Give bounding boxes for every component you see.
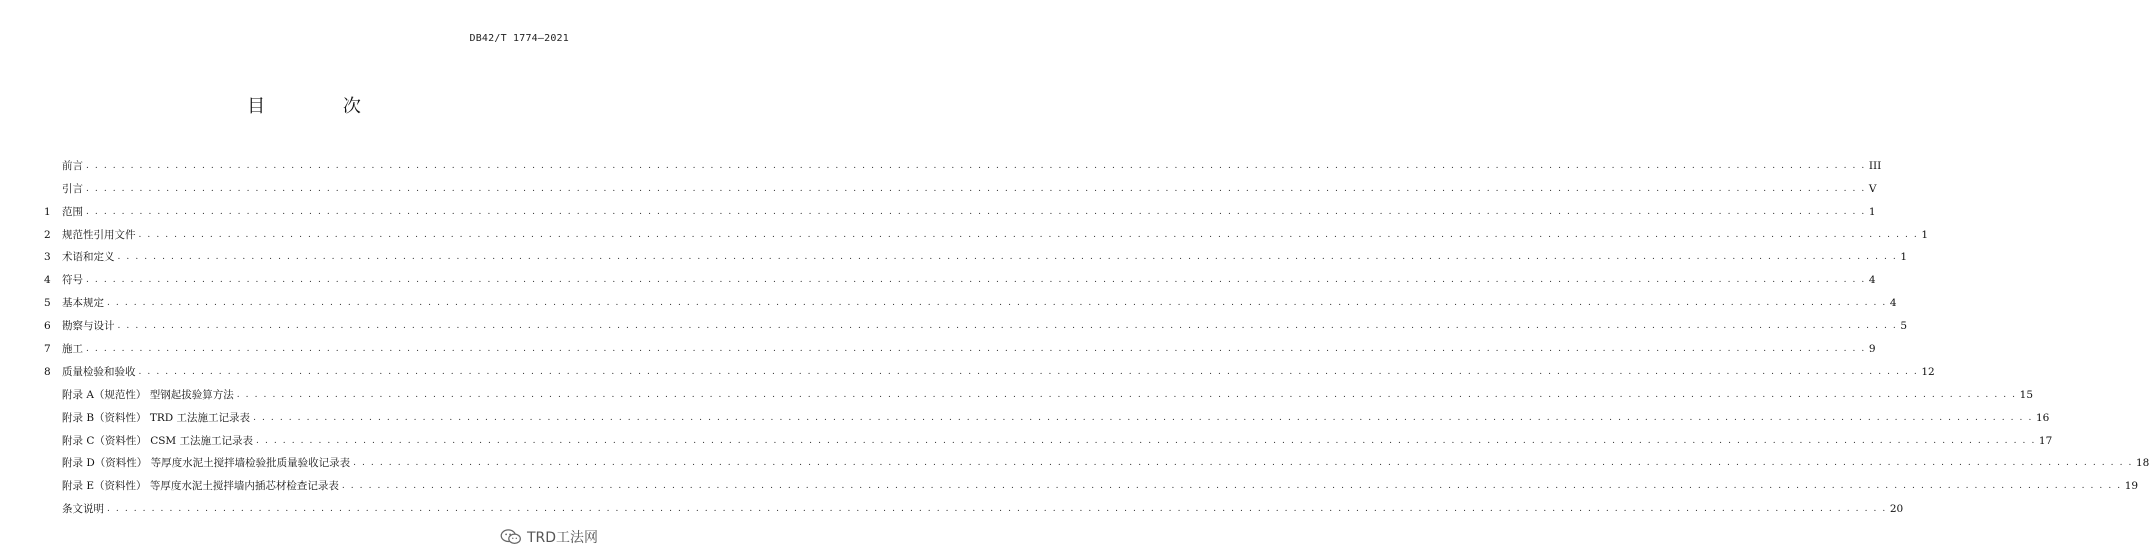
toc-entry[interactable] — [44, 493, 1904, 516]
toc-entry[interactable] — [44, 264, 1876, 287]
toc-entry-page: V — [1868, 182, 1877, 195]
toc-entry-title: 基本规定 — [62, 297, 104, 310]
toc-entry-page: 17 — [2038, 434, 2053, 447]
toc-entry[interactable] — [44, 310, 1908, 333]
toc-entry-page: III — [1868, 159, 1882, 172]
toc-entry-page: 5 — [1900, 320, 1908, 333]
toc-entry-page: 1 — [1900, 251, 1908, 264]
toc-entry-title: 施工 — [62, 343, 83, 356]
toc-entry[interactable] — [44, 219, 1929, 242]
toc-entry-title: 范围 — [62, 205, 83, 218]
toc-entry[interactable] — [44, 173, 1877, 196]
toc-entry-number: 4 — [44, 274, 51, 287]
toc-leader-dots: . . . . . . . . . . . . . . . . . . . . . . . . . . . . . . . . . . . . . . . . . . . . . . . . . . . . . . . . . . . . . . . . . . . . . . . . . . . . . . . . . . . . . . . . . . . . . . . . . . . . . . . . . . . . . . . . . . . . . . . . . . . . . . . . . . . . . . . . . . . . . . . . . . . . . . . . . . . . . . . . . . . . . . . . . . . . . . . . . . . . . . . . . . . . . . . . . . . . . . . . — [107, 504, 1887, 515]
toc-entry-number: 3 — [44, 251, 51, 264]
toc-entry[interactable] — [44, 196, 1876, 219]
toc-entry-title: 条文说明 — [62, 503, 104, 516]
toc-entry-title: 附录 C（资料性） CSM 工法施工记录表 — [62, 434, 254, 447]
toc-leader-dots: . . . . . . . . . . . . . . . . . . . . . . . . . . . . . . . . . . . . . . . . . . . . . . . . . . . . . . . . . . . . . . . . . . . . . . . . . . . . . . . . . . . . . . . . . . . . . . . . . . . . . . . . . . . . . . . . . . . . . . . . . . . . . . . . . . . . . . . . . . . . . . . . . . . . . . . . . . . . . . . . . . . . . . . . . . . . . . . . . . . . . . . . . . . . . . . . . . . . . . . . — [86, 344, 1866, 355]
toc-entry[interactable] — [44, 425, 2053, 448]
toc-entry-page: 9 — [1868, 343, 1876, 356]
toc-entry-number: 2 — [44, 228, 51, 241]
toc-leader-dots: . . . . . . . . . . . . . . . . . . . . . . . . . . . . . . . . . . . . . . . . . . . . . . . . . . . . . . . . . . . . . . . . . . . . . . . . . . . . . . . . . . . . . . . . . . . . . . . . . . . . . . . . . . . . . . . . . . . . . . . . . . . . . . . . . . . . . . . . . . . . . . . . . . . . . . . . . . . . . . . . . . . . . . . . . . . . . . . . . . . . . . . . . . . . . . . . . . . . . . . . — [86, 206, 1866, 217]
toc-entry[interactable] — [44, 402, 2050, 425]
toc-leader-dots: . . . . . . . . . . . . . . . . . . . . . . . . . . . . . . . . . . . . . . . . . . . . . . . . . . . . . . . . . . . . . . . . . . . . . . . . . . . . . . . . . . . . . . . . . . . . . . . . . . . . . . . . . . . . . . . . . . . . . . . . . . . . . . . . . . . . . . . . . . . . . . . . . . . . . . . . . . . . . . . . . . . . . . . . . . . . . . . . . . . . . . . . . . . . . . . . . . . . . . . . — [138, 366, 1919, 377]
toc-leader-dots: . . . . . . . . . . . . . . . . . . . . . . . . . . . . . . . . . . . . . . . . . . . . . . . . . . . . . . . . . . . . . . . . . . . . . . . . . . . . . . . . . . . . . . . . . . . . . . . . . . . . . . . . . . . . . . . . . . . . . . . . . . . . . . . . . . . . . . . . . . . . . . . . . . . . . . . . . . . . . . . . . . . . . . . . . . . . . . . . . . . . . . . . . . . . . . . . . . . . . . . . — [86, 275, 1866, 286]
toc-leader-dots: . . . . . . . . . . . . . . . . . . . . . . . . . . . . . . . . . . . . . . . . . . . . . . . . . . . . . . . . . . . . . . . . . . . . . . . . . . . . . . . . . . . . . . . . . . . . . . . . . . . . . . . . . . . . . . . . . . . . . . . . . . . . . . . . . . . . . . . . . . . . . . . . . . . . . . . . . . . . . . . . . . . . . . . . . . . . . . . . . . . . . . . . . . . . . . . . . . . . . . . . — [353, 458, 2133, 469]
toc-entry-page: 19 — [2124, 480, 2139, 493]
toc-entry-title: 附录 E（资料性） 等厚度水泥土搅拌墙内插芯材检查记录表 — [62, 480, 339, 493]
toc-entry-page: 12 — [1921, 365, 1935, 378]
toc-entry[interactable] — [44, 150, 1882, 173]
toc-entry-number: 1 — [44, 205, 51, 218]
toc-entry-number: 8 — [44, 365, 51, 378]
watermark — [500, 527, 598, 547]
toc-entry-title: 术语和定义 — [62, 251, 115, 264]
toc-entry[interactable] — [44, 470, 2139, 493]
toc-entry[interactable] — [44, 448, 2149, 471]
toc-entry-title: 质量检验和验收 — [62, 365, 136, 378]
toc-entry[interactable] — [44, 242, 1908, 265]
toc-leader-dots: . . . . . . . . . . . . . . . . . . . . . . . . . . . . . . . . . . . . . . . . . . . . . . . . . . . . . . . . . . . . . . . . . . . . . . . . . . . . . . . . . . . . . . . . . . . . . . . . . . . . . . . . . . . . . . . . . . . . . . . . . . . . . . . . . . . . . . . . . . . . . . . . . . . . . . . . . . . . . . . . . . . . . . . . . . . . . . . . . . . . . . . . . . . . . . . . . . . . . . . . — [86, 183, 1866, 194]
toc-entry[interactable] — [44, 379, 2034, 402]
toc-entry-page: 1 — [1921, 228, 1929, 241]
toc-entry-number: 6 — [44, 320, 51, 333]
toc-entry-title: 引言 — [62, 182, 83, 195]
wechat-icon — [500, 529, 522, 545]
toc-entry[interactable] — [44, 356, 1935, 379]
toc-entry-title: 符号 — [62, 274, 83, 287]
toc-entry-title: 附录 B（资料性） TRD 工法施工记录表 — [62, 411, 251, 424]
toc-entry-page: 16 — [2035, 411, 2050, 424]
toc-leader-dots: . . . . . . . . . . . . . . . . . . . . . . . . . . . . . . . . . . . . . . . . . . . . . . . . . . . . . . . . . . . . . . . . . . . . . . . . . . . . . . . . . . . . . . . . . . . . . . . . . . . . . . . . . . . . . . . . . . . . . . . . . . . . . . . . . . . . . . . . . . . . . . . . . . . . . . . . . . . . . . . . . . . . . . . . . . . . . . . . . . . . . . . . . . . . . . . . . . . . . . . . — [341, 481, 2122, 492]
toc-entry-title: 附录 D（资料性） 等厚度水泥土搅拌墙检验批质量验收记录表 — [62, 457, 351, 470]
toc-entry-number: 5 — [44, 297, 51, 310]
toc-entry-title: 勘察与设计 — [62, 320, 115, 333]
toc-entry-page: 4 — [1868, 274, 1876, 287]
toc-entry[interactable] — [44, 287, 1897, 310]
toc-leader-dots: . . . . . . . . . . . . . . . . . . . . . . . . . . . . . . . . . . . . . . . . . . . . . . . . . . . . . . . . . . . . . . . . . . . . . . . . . . . . . . . . . . . . . . . . . . . . . . . . . . . . . . . . . . . . . . . . . . . . . . . . . . . . . . . . . . . . . . . . . . . . . . . . . . . . . . . . . . . . . . . . . . . . . . . . . . . . . . . . . . . . . . . . . . . . . . . . . . . . . . . . — [107, 298, 1887, 309]
toc-entry-number: 7 — [44, 343, 51, 356]
toc-entry-page: 15 — [2019, 388, 2034, 401]
toc-entry-page: 1 — [1868, 205, 1876, 218]
toc-leader-dots: . . . . . . . . . . . . . . . . . . . . . . . . . . . . . . . . . . . . . . . . . . . . . . . . . . . . . . . . . . . . . . . . . . . . . . . . . . . . . . . . . . . . . . . . . . . . . . . . . . . . . . . . . . . . . . . . . . . . . . . . . . . . . . . . . . . . . . . . . . . . . . . . . . . . . . . . . . . . . . . . . . . . . . . . . . . . . . . . . . . . . . . . . . . . . . . . . . . . . . . . — [256, 435, 2036, 446]
toc-leader-dots: . . . . . . . . . . . . . . . . . . . . . . . . . . . . . . . . . . . . . . . . . . . . . . . . . . . . . . . . . . . . . . . . . . . . . . . . . . . . . . . . . . . . . . . . . . . . . . . . . . . . . . . . . . . . . . . . . . . . . . . . . . . . . . . . . . . . . . . . . . . . . . . . . . . . . . . . . . . . . . . . . . . . . . . . . . . . . . . . . . . . . . . . . . . . . . . . . . . . . . . . — [117, 252, 1898, 263]
toc-entry-page: 4 — [1889, 297, 1897, 310]
document-code: DB42/T 1774—2021 — [469, 33, 569, 44]
table-of-contents — [44, 150, 2149, 516]
toc-entry-page: 18 — [2135, 457, 2149, 470]
toc-leader-dots: . . . . . . . . . . . . . . . . . . . . . . . . . . . . . . . . . . . . . . . . . . . . . . . . . . . . . . . . . . . . . . . . . . . . . . . . . . . . . . . . . . . . . . . . . . . . . . . . . . . . . . . . . . . . . . . . . . . . . . . . . . . . . . . . . . . . . . . . . . . . . . . . . . . . . . . . . . . . . . . . . . . . . . . . . . . . . . . . . . . . . . . . . . . . . . . . . . . . . . . . — [253, 412, 2033, 423]
toc-leader-dots: . . . . . . . . . . . . . . . . . . . . . . . . . . . . . . . . . . . . . . . . . . . . . . . . . . . . . . . . . . . . . . . . . . . . . . . . . . . . . . . . . . . . . . . . . . . . . . . . . . . . . . . . . . . . . . . . . . . . . . . . . . . . . . . . . . . . . . . . . . . . . . . . . . . . . . . . . . . . . . . . . . . . . . . . . . . . . . . . . . . . . . . . . . . . . . . . . . . . . . . . — [86, 160, 1866, 171]
toc-leader-dots: . . . . . . . . . . . . . . . . . . . . . . . . . . . . . . . . . . . . . . . . . . . . . . . . . . . . . . . . . . . . . . . . . . . . . . . . . . . . . . . . . . . . . . . . . . . . . . . . . . . . . . . . . . . . . . . . . . . . . . . . . . . . . . . . . . . . . . . . . . . . . . . . . . . . . . . . . . . . . . . . . . . . . . . . . . . . . . . . . . . . . . . . . . . . . . . . . . . . . . . . — [236, 389, 2017, 400]
toc-entry-title: 附录 A（规范性） 型钢起拔验算方法 — [62, 388, 234, 401]
page-title: 目 次 — [247, 96, 397, 117]
toc-leader-dots: . . . . . . . . . . . . . . . . . . . . . . . . . . . . . . . . . . . . . . . . . . . . . . . . . . . . . . . . . . . . . . . . . . . . . . . . . . . . . . . . . . . . . . . . . . . . . . . . . . . . . . . . . . . . . . . . . . . . . . . . . . . . . . . . . . . . . . . . . . . . . . . . . . . . . . . . . . . . . . . . . . . . . . . . . . . . . . . . . . . . . . . . . . . . . . . . . . . . . . . . — [138, 229, 1919, 240]
toc-entry-title: 前言 — [62, 159, 83, 172]
toc-leader-dots: . . . . . . . . . . . . . . . . . . . . . . . . . . . . . . . . . . . . . . . . . . . . . . . . . . . . . . . . . . . . . . . . . . . . . . . . . . . . . . . . . . . . . . . . . . . . . . . . . . . . . . . . . . . . . . . . . . . . . . . . . . . . . . . . . . . . . . . . . . . . . . . . . . . . . . . . . . . . . . . . . . . . . . . . . . . . . . . . . . . . . . . . . . . . . . . . . . . . . . . . — [117, 321, 1898, 332]
toc-entry-page: 20 — [1889, 503, 1904, 516]
toc-entry[interactable] — [44, 333, 1876, 356]
toc-entry-title: 规范性引用文件 — [62, 228, 136, 241]
watermark-text: TRD工法网 — [526, 530, 598, 546]
